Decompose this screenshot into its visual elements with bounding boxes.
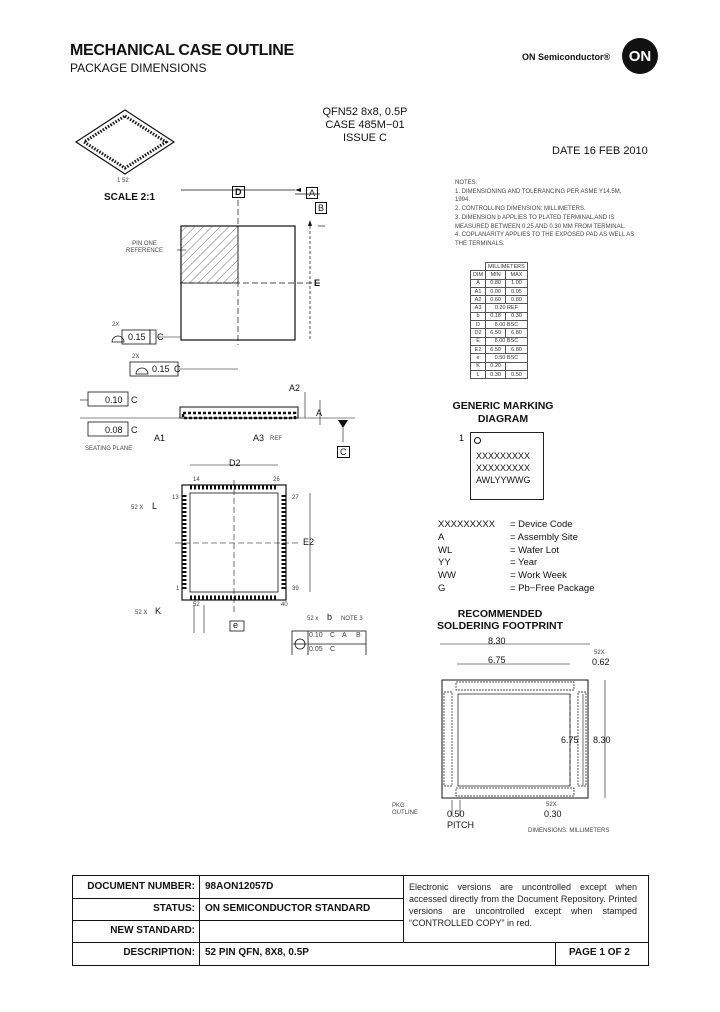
marking-line: XXXXXXXXX bbox=[476, 463, 531, 473]
pin-52: 52 bbox=[193, 602, 200, 608]
dim-b: b bbox=[327, 612, 333, 622]
pin-one-reference: PIN ONE REFERENCE bbox=[126, 241, 164, 254]
tol1-ref: C bbox=[157, 332, 164, 342]
pin-13: 13 bbox=[172, 495, 179, 501]
table-row: A3 0.20 REF bbox=[471, 304, 528, 312]
pin-26: 26 bbox=[273, 477, 280, 483]
table-header: MIN bbox=[486, 271, 506, 279]
table-row: A1 0.00 0.05 bbox=[471, 287, 528, 295]
table-header: DIM bbox=[471, 271, 486, 279]
legend-item: XXXXXXXXX = Device Code bbox=[438, 519, 573, 530]
bottom-view-drawing bbox=[150, 455, 400, 655]
package-name: QFN52 8x8, 0.5P bbox=[322, 106, 408, 118]
notes bbox=[455, 179, 635, 249]
tol2-ref: C bbox=[174, 364, 181, 374]
b-mult: 52 x bbox=[307, 616, 319, 622]
fp-52x: 52X bbox=[546, 802, 557, 808]
package-info bbox=[300, 106, 430, 145]
fp-2x: 52X bbox=[594, 650, 605, 656]
fp-pitch-value: 0.50 bbox=[447, 809, 465, 819]
legend-item: YY = Year bbox=[438, 557, 538, 569]
marking-box bbox=[470, 432, 544, 500]
issue: ISSUE C bbox=[342, 132, 387, 144]
dim-a3-ref: REF bbox=[270, 436, 282, 442]
table-row: E2 6.50 6.80 bbox=[471, 345, 528, 353]
footprint-drawing bbox=[420, 630, 620, 830]
footprint-title: RECOMMENDED SOLDERING FOOTPRINT bbox=[437, 608, 563, 632]
iso-pin-labels: 1 52 bbox=[117, 178, 129, 184]
position2-c: C bbox=[330, 646, 336, 653]
k-mult: 52 X bbox=[135, 610, 148, 616]
fp-pad-062: 0.62 bbox=[592, 657, 610, 667]
marking-title: GENERIC MARKING DIAGRAM bbox=[452, 400, 554, 425]
dim-e-pitch: e bbox=[233, 620, 239, 630]
pin-40: 40 bbox=[281, 602, 288, 608]
position-b: B bbox=[356, 632, 361, 639]
pin-1: 1 bbox=[176, 586, 180, 592]
note-3-ref: NOTE 3 bbox=[341, 616, 363, 622]
pin-dot-icon bbox=[474, 437, 481, 444]
marking-line: XXXXXXXXX bbox=[476, 451, 531, 461]
footer-row: NEW STANDARD: bbox=[73, 920, 648, 943]
on-logo: ON bbox=[622, 38, 658, 74]
seating-plane-label: SEATING PLANE bbox=[85, 446, 133, 452]
position-c: C bbox=[330, 632, 336, 639]
position-value: 0.10 bbox=[309, 632, 323, 639]
marking-legend bbox=[438, 519, 595, 596]
legend-item: WW = Work Week bbox=[438, 570, 567, 582]
tol1-mult: 2X bbox=[112, 322, 120, 328]
fp-height-675: 6.75 bbox=[561, 735, 579, 745]
fp-pitch-label: PITCH bbox=[447, 820, 474, 830]
legend-item: WL = Wafer Lot bbox=[438, 544, 560, 556]
dim-e: E bbox=[314, 278, 321, 288]
coplanarity-ref: C bbox=[131, 425, 138, 435]
table-row: D2 6.50 6.80 bbox=[471, 329, 528, 337]
note-2: 2. CONTROLLING DIMENSION: MILLIMETERS. bbox=[455, 206, 586, 213]
dim-a: A bbox=[316, 408, 323, 418]
fp-width-830: 8.30 bbox=[488, 636, 506, 646]
dim-a1: A1 bbox=[154, 433, 166, 443]
page-number: PAGE 1 OF 2 bbox=[569, 947, 630, 958]
table-row: E 8.00 BSC bbox=[471, 337, 528, 345]
dim-a3: A3 bbox=[253, 433, 265, 443]
fp-width-675: 6.75 bbox=[488, 655, 506, 665]
position2-value: 0.05 bbox=[309, 646, 323, 653]
note-1: 1. DIMENSIONING AND TOLERANCING PER ASME Y14.5M, 1994. bbox=[455, 188, 622, 204]
fp-height-830: 8.30 bbox=[593, 735, 611, 745]
coplanarity-value: 0.08 bbox=[105, 425, 123, 435]
l-mult: 52 X bbox=[131, 505, 144, 511]
note-4: 4. COPLANARITY APPLIES TO THE EXPOSED PAD AS WELL AS THE TERMINALS. bbox=[455, 232, 635, 247]
datum-c: C bbox=[337, 446, 350, 458]
doc-title: MECHANICAL CASE OUTLINE bbox=[70, 42, 294, 59]
dim-a2: A2 bbox=[289, 383, 301, 393]
doc-date: DATE 16 FEB 2010 bbox=[552, 145, 648, 157]
table-header: MAX bbox=[506, 271, 528, 279]
note-3: 3. DIMENSION b APPLIES TO PLATED TERMINAL AND IS MEASURED BETWEEN 0.25 AND 0.30 MM FROM TERMINAL. bbox=[455, 214, 626, 230]
pin-14: 14 bbox=[193, 477, 200, 483]
table-row: A2 0.60 0.80 bbox=[471, 296, 528, 304]
flatness-value: 0.10 bbox=[105, 395, 123, 405]
dim-l: L bbox=[152, 501, 158, 511]
table-row: e 0.50 BSC bbox=[471, 354, 528, 362]
table-row: K 0.20 bbox=[471, 362, 528, 370]
dimension-table bbox=[470, 262, 528, 379]
pin-39: 39 bbox=[292, 586, 299, 592]
tol2-mult: 2X bbox=[132, 354, 140, 360]
footer-row: DESCRIPTION: 52 PIN QFN, 8X8, 0.5P bbox=[123, 947, 309, 958]
dim-d2: D2 bbox=[229, 458, 241, 468]
doc-subtitle: PACKAGE DIMENSIONS bbox=[70, 61, 207, 75]
pin-27: 27 bbox=[292, 495, 299, 501]
footer-note: Electronic versions are uncontrolled except when accessed directly from the Document Repository. Printed versions are uncontrolled except when stamped “CONTROLLED COPY” in red. bbox=[409, 882, 637, 928]
case-number: CASE 485M−01 bbox=[325, 119, 405, 131]
footer-row: STATUS: ON SEMICONDUCTOR STANDARD bbox=[73, 898, 403, 921]
table-row: b 0.18 0.30 bbox=[471, 312, 528, 320]
datum-b: B bbox=[315, 202, 327, 214]
scale-label: SCALE 2:1 bbox=[104, 192, 156, 203]
marking-pin-one: 1 bbox=[459, 433, 465, 443]
table-group: MILLIMETERS bbox=[486, 263, 528, 271]
doc-footer bbox=[72, 875, 649, 966]
table-row: L 0.30 0.50 bbox=[471, 370, 528, 378]
tol1-value: 0.15 bbox=[128, 332, 146, 342]
brand-name: ON Semiconductor® bbox=[522, 52, 611, 62]
dim-e2: E2 bbox=[303, 537, 315, 547]
flatness-ref: C bbox=[131, 395, 138, 405]
datum-a: A bbox=[306, 187, 318, 199]
table-row: A 0.80 1.00 bbox=[471, 279, 528, 287]
legend-item: A = Assembly Site bbox=[438, 531, 578, 543]
fp-units: DIMENSIONS: MILLIMETERS bbox=[528, 828, 610, 834]
position-a: A bbox=[342, 632, 347, 639]
footer-row: DOCUMENT NUMBER: 98AON12057D bbox=[73, 876, 403, 899]
table-row: D 8.00 BSC bbox=[471, 321, 528, 329]
package-iso-drawing bbox=[70, 100, 180, 180]
datum-d: D bbox=[232, 186, 245, 198]
notes-head: NOTES: bbox=[455, 180, 478, 186]
fp-pad-030: 0.30 bbox=[544, 809, 562, 819]
pkg-outline-label: PKG OUTLINE bbox=[392, 803, 419, 816]
dim-k: K bbox=[155, 606, 162, 616]
tol2-value: 0.15 bbox=[152, 364, 170, 374]
marking-line: AWLYYWWG bbox=[476, 475, 531, 485]
legend-item: G = Pb−Free Package bbox=[438, 582, 595, 594]
